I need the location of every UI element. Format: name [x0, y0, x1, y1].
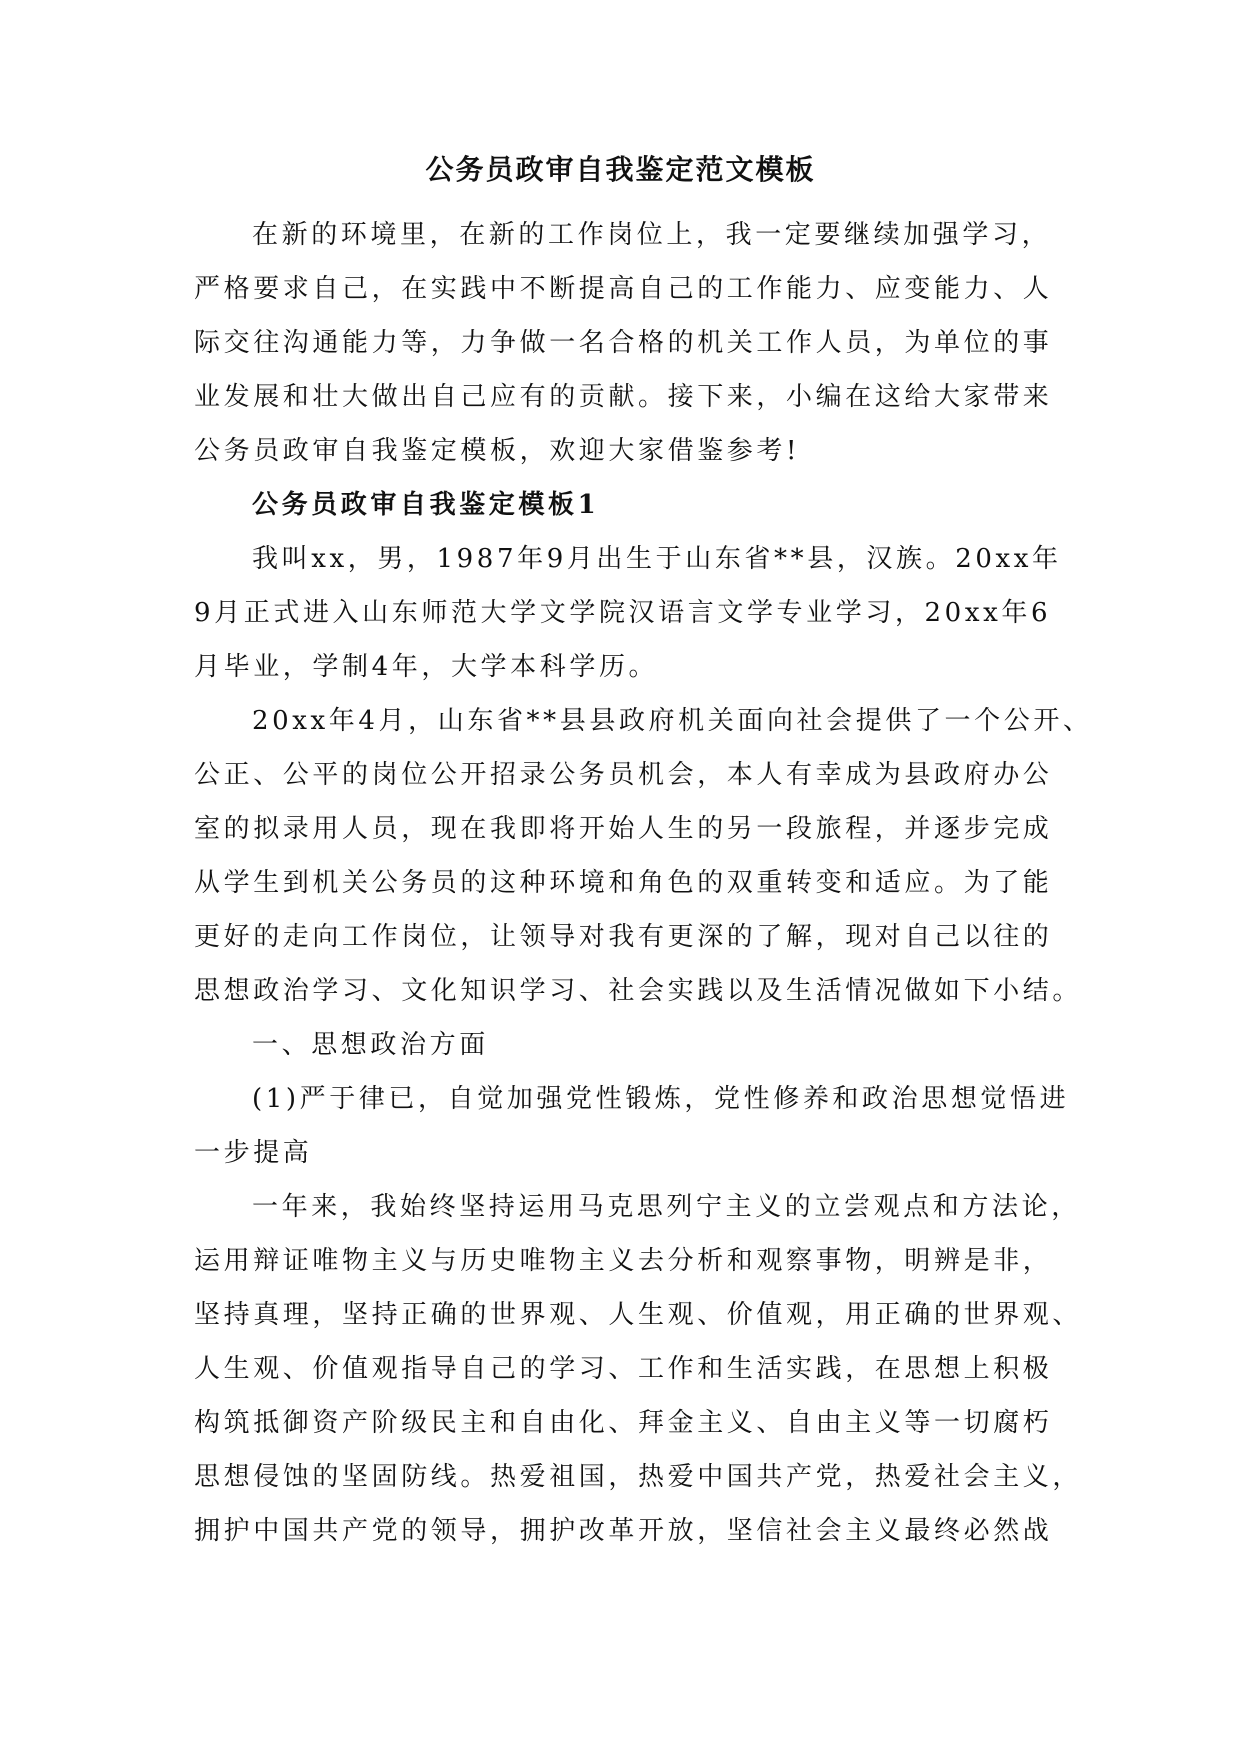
- paragraph-line: 业发展和壮大做出自己应有的贡献。接下来，小编在这给大家带来: [194, 382, 1053, 412]
- paragraph-line: 从学生到机关公务员的这种环境和角色的双重转变和适应。为了能: [194, 868, 1053, 898]
- subsection-heading: 一、思想政治方面: [252, 1030, 489, 1060]
- paragraph-line: 严格要求自己，在实践中不断提高自己的工作能力、应变能力、人: [194, 274, 1053, 304]
- paragraph-line: 公正、公平的岗位公开招录公务员机会，本人有幸成为县政府办公: [194, 760, 1053, 790]
- paragraph-line: 月毕业，学制4年，大学本科学历。: [194, 652, 659, 682]
- document-body: [194, 208, 1093, 1558]
- paragraph-line: 构筑抵御资产阶级民主和自由化、拜金主义、自由主义等一切腐朽: [194, 1408, 1053, 1438]
- paragraph-line: 一年来，我始终坚持运用马克思列宁主义的立尝观点和方法论，: [252, 1192, 1081, 1222]
- paragraph-line: 思想侵蚀的坚固防线。热爱祖国，热爱中国共产党，热爱社会主义，: [194, 1462, 1083, 1492]
- paragraph-line: 9月正式进入山东师范大学文学院汉语言文学专业学习，20xx年6: [194, 598, 1052, 628]
- paragraph-line: 公务员政审自我鉴定模板，欢迎大家借鉴参考!: [194, 436, 801, 466]
- paragraph-line: 我叫xx，男，1987年9月出生于山东省**县，汉族。20xx年: [252, 544, 1062, 574]
- paragraph-line: 在新的环境里，在新的工作岗位上，我一定要继续加强学习，: [252, 220, 1052, 250]
- paragraph-line: 坚持真理，坚持正确的世界观、人生观、价值观，用正确的世界观、: [194, 1300, 1083, 1330]
- paragraph-line: (1)严于律已，自觉加强党性锻炼，党性修养和政治思想觉悟进: [252, 1084, 1070, 1114]
- paragraph-line: 人生观、价值观指导自己的学习、工作和生活实践，在思想上积极: [194, 1354, 1053, 1384]
- paragraph-line: 际交往沟通能力等，力争做一名合格的机关工作人员，为单位的事: [194, 328, 1053, 358]
- paragraph-line: 室的拟录用人员，现在我即将开始人生的另一段旅程，并逐步完成: [194, 814, 1053, 844]
- paragraph-line: 拥护中国共产党的领导，拥护改革开放，坚信社会主义最终必然战: [194, 1516, 1053, 1546]
- paragraph-line: 更好的走向工作岗位，让领导对我有更深的了解，现对自己以往的: [194, 922, 1053, 952]
- paragraph-line: 20xx年4月，山东省**县县政府机关面向社会提供了一个公开、: [252, 706, 1093, 736]
- paragraph-line: 思想政治学习、文化知识学习、社会实践以及生活情况做如下小结。: [194, 976, 1083, 1006]
- section-heading: 公务员政审自我鉴定模板1: [252, 490, 600, 520]
- paragraph-line: 运用辩证唯物主义与历史唯物主义去分析和观察事物，明辨是非，: [194, 1246, 1053, 1276]
- paragraph-line: 一步提高: [194, 1138, 313, 1168]
- document-title: 公务员政审自我鉴定范文模板: [425, 153, 816, 186]
